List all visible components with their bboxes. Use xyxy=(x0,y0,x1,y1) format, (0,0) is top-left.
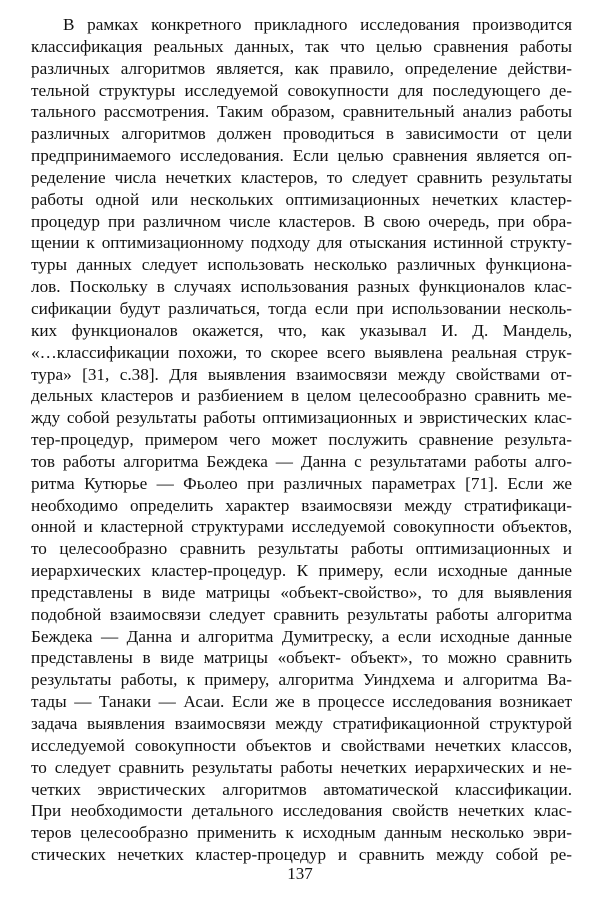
text-line: процедур при различном числе кластеров. В свою очередь, при обра- xyxy=(31,211,572,231)
text-line: туры данных следует использовать несколько различных функциона- xyxy=(31,255,572,275)
body-paragraph xyxy=(31,14,572,866)
text-line: В рамках конкретного прикладного исследования производится xyxy=(63,15,572,34)
text-line: необходимо определить характер взаимосвязи между стратификаци- xyxy=(31,495,572,515)
text-line: ритма Кутюрье — Фьолео при различных параметрах [71]. Если же xyxy=(31,473,572,493)
text-line: сификации будут различаться, тогда если при использовании несколь- xyxy=(31,298,572,318)
text-line: различных алгоритмов должен проводиться в зависимости от цели xyxy=(31,124,572,144)
text-line: работы одной или нескольких оптимизационных нечетких кластер- xyxy=(31,189,572,209)
text-line: «…классификации похожи, то скорее всего выявлена реальная струк- xyxy=(31,342,572,362)
text-line: щении к оптимизационному подходу для отыскания истинной структу- xyxy=(31,233,572,253)
text-line: представлены в виде матрицы «объект- объект», то можно сравнить xyxy=(31,648,572,668)
text-line: тура» [31, с.38]. Для выявления взаимосвязи между свойствами от- xyxy=(31,364,572,384)
text-line: жду собой результаты работы оптимизационных и эвристических клас- xyxy=(31,408,572,428)
page-number: 137 xyxy=(287,864,313,883)
text-line: стических нечетких кластер-процедур и сравнить между собой ре- xyxy=(31,845,572,865)
text-line: то следует сравнить результаты работы нечетких иерархических и не- xyxy=(31,757,572,777)
text-line: онной и кластерной структурами исследуемой совокупности объектов, xyxy=(31,517,572,537)
text-line: тов работы алгоритма Беждека — Данна с результатами работы алго- xyxy=(31,451,572,471)
text-line: задача выявления взаимосвязи между стратификационной структурой xyxy=(31,714,572,733)
text-line: дельных кластеров и разбиением в целом целесообразно сравнить ме- xyxy=(31,386,572,406)
text-line: теров целесообразно применить к исходным данным несколько эври- xyxy=(31,823,572,843)
text-line: четких эвристических алгоритмов автоматической классификации. xyxy=(31,779,572,799)
text-line: ких функционалов окажется, что, как указывал И. Д. Мандель, xyxy=(31,320,572,340)
text-line: тады — Танаки — Асаи. Если же в процессе исследования возникает xyxy=(31,692,572,712)
text-line: то целесообразно сравнить результаты работы оптимизационных и xyxy=(31,539,572,559)
text-line: иерархических кластер-процедур. К примеру, если исходные данные xyxy=(31,561,572,581)
text-line: тельной структуры исследуемой совокупности для последующего де- xyxy=(31,80,572,100)
text-line: представлены в виде матрицы «объект-свойство», то для выявления xyxy=(31,582,572,602)
text-line: предпринимаемого исследования. Если целью сравнения является оп- xyxy=(31,146,572,166)
text-line: тер-процедур, примером чего может послужить сравнение результа- xyxy=(31,430,572,450)
text-line: ределение числа нечетких кластеров, то следует сравнить результаты xyxy=(31,167,572,187)
text-line: исследуемой совокупности объектов и свойствами нечетких классов, xyxy=(31,735,572,755)
text-line: тального рассмотрения. Таким образом, сравнительный анализ работы xyxy=(31,102,572,122)
text-line: классификация реальных данных, так что целью сравнения работы xyxy=(31,36,572,56)
text-line: результаты работы, к примеру, алгоритма Уиндхема и алгоритма Ва- xyxy=(31,670,572,690)
text-line: При необходимости детального исследования свойств нечетких клас- xyxy=(31,801,572,821)
text-line: подобной взаимосвязи следует сравнить результаты работы алгоритма xyxy=(31,604,572,624)
text-line: различных алгоритмов является, как правило, определение действи- xyxy=(31,58,572,78)
text-line: Беждека — Данна и алгоритма Думитреску, а если исходные данные xyxy=(31,626,572,646)
text-line: лов. Поскольку в случаях использования разных функционалов клас- xyxy=(31,277,572,297)
